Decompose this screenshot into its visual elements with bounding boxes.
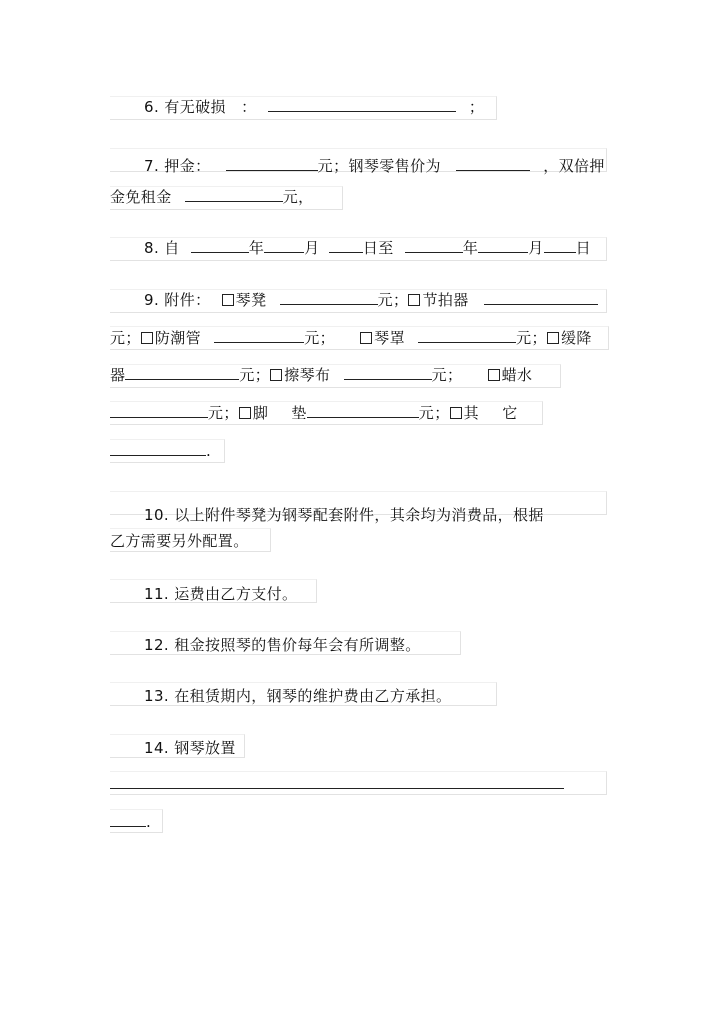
- period: .: [146, 813, 152, 831]
- retail-price-label: 元；钢琴零售价为: [317, 157, 441, 175]
- deposit-label: 押金：: [164, 157, 211, 175]
- item-number: 7.: [144, 157, 160, 175]
- end-year-blank[interactable]: [405, 238, 463, 253]
- end-day-blank[interactable]: [544, 238, 576, 253]
- retail-price-blank[interactable]: [456, 156, 530, 171]
- other-label-1: 其: [463, 404, 480, 422]
- item-9-cont-3: [110, 403, 518, 423]
- item-number: 6.: [144, 98, 160, 116]
- metronome-blank[interactable]: [484, 290, 598, 305]
- foot-pad-blank[interactable]: [307, 403, 419, 418]
- yuan-label: 元；: [239, 366, 271, 384]
- piano-cover-blank[interactable]: [418, 328, 516, 343]
- item-9-cont-1: [110, 328, 592, 348]
- item-number: 10.: [144, 506, 170, 524]
- item-number: 14.: [144, 739, 170, 757]
- item-11: [110, 584, 297, 604]
- checkbox-dehumidifier[interactable]: [141, 332, 153, 344]
- checkbox-piano-bench[interactable]: [222, 294, 234, 306]
- item-number: 8.: [144, 239, 160, 257]
- start-year-blank[interactable]: [191, 238, 249, 253]
- item-text: 在租赁期内，钢琴的维护费由乙方承担。: [174, 687, 452, 705]
- item-14-cont-2: [110, 812, 151, 832]
- yuan-label: 元；: [110, 329, 141, 347]
- item-9-cont-4: [110, 441, 211, 461]
- checkbox-piano-cover[interactable]: [360, 332, 372, 344]
- year-label: 年: [462, 239, 479, 257]
- dehumidifier-blank[interactable]: [214, 328, 304, 343]
- soft-close-blank[interactable]: [125, 365, 239, 380]
- month-label: 月: [528, 239, 544, 257]
- day-label: 日: [575, 239, 592, 257]
- other-blank[interactable]: [110, 441, 206, 456]
- deposit-blank[interactable]: [226, 156, 318, 171]
- yuan-label: 元；: [377, 291, 409, 309]
- item-text: 租金按照琴的售价每年会有所调整。: [174, 636, 421, 654]
- item-10-cont: [110, 531, 249, 551]
- item-text: 有无破损: [164, 98, 226, 116]
- item-10: [110, 505, 544, 525]
- item-12: [110, 635, 421, 655]
- yuan-label: 元；: [304, 329, 335, 347]
- month-label: 月: [304, 239, 320, 257]
- cleaning-cloth-blank[interactable]: [344, 365, 432, 380]
- checkbox-cleaning-cloth[interactable]: [270, 369, 282, 381]
- accessories-label: 附件：: [164, 291, 211, 309]
- placement-blank-2[interactable]: [110, 812, 146, 827]
- soft-close-label-end: 器: [110, 366, 126, 384]
- yuan-label: 元，: [282, 188, 314, 206]
- other-label-2: 它: [502, 404, 518, 422]
- checkbox-soft-close[interactable]: [547, 332, 559, 344]
- metronome-label: 节拍器: [422, 291, 469, 309]
- piano-bench-blank[interactable]: [280, 290, 378, 305]
- period: .: [206, 442, 212, 460]
- cleaning-cloth-label: 擦琴布: [284, 366, 331, 384]
- item-text-cont: 乙方需要另外配置。: [110, 532, 249, 550]
- item-13: [110, 686, 451, 706]
- checkbox-foot-pad[interactable]: [239, 407, 251, 419]
- polish-blank[interactable]: [110, 403, 208, 418]
- soft-close-label: 缓降: [560, 329, 592, 347]
- to-label: 日至: [362, 239, 394, 257]
- pad-label: 垫: [291, 404, 307, 422]
- checkbox-metronome[interactable]: [408, 294, 420, 306]
- item-text: 以上附件琴凳为钢琴配套附件，其余均为消费品，根据: [174, 506, 544, 524]
- item-7: [110, 156, 605, 176]
- double-deposit-text: ，双倍押: [543, 157, 605, 175]
- checkbox-other[interactable]: [450, 407, 462, 419]
- item-number: 11.: [144, 585, 170, 603]
- yuan-label: 元；: [208, 404, 239, 422]
- item-text: 钢琴放置: [174, 739, 236, 757]
- colon: ：: [241, 98, 257, 116]
- from-label: 自: [164, 239, 180, 257]
- item-7-cont: [110, 187, 314, 207]
- rent-free-blank[interactable]: [185, 187, 283, 202]
- end-month-blank[interactable]: [478, 238, 528, 253]
- year-label: 年: [248, 239, 265, 257]
- item-6: [110, 97, 484, 117]
- item-9: [110, 290, 598, 310]
- start-day-blank[interactable]: [329, 238, 363, 253]
- piano-bench-label: 琴凳: [235, 291, 267, 309]
- item-text: 运费由乙方支付。: [174, 585, 298, 603]
- punctuation: ；: [468, 98, 485, 116]
- yuan-label: 元；: [418, 404, 450, 422]
- placement-blank[interactable]: [110, 774, 564, 789]
- item-14-cont: [110, 774, 564, 794]
- piano-cover-label: 琴罩: [374, 329, 405, 347]
- polish-label: 蜡水: [501, 366, 533, 384]
- yuan-label: 元；: [431, 366, 463, 384]
- item-number: 13.: [144, 687, 170, 705]
- fill-blank[interactable]: [268, 97, 456, 112]
- item-9-cont-2: [110, 365, 532, 385]
- start-month-blank[interactable]: [264, 238, 304, 253]
- rent-free-label: 金免租金: [110, 188, 172, 206]
- item-8: [110, 238, 591, 258]
- item-14: [110, 738, 236, 758]
- dehumidifier-label: 防潮管: [154, 329, 202, 347]
- yuan-label: 元；: [516, 329, 547, 347]
- item-number: 9.: [144, 291, 160, 309]
- foot-label: 脚: [252, 404, 269, 422]
- item-number: 12.: [144, 636, 170, 654]
- checkbox-polish[interactable]: [488, 369, 500, 381]
